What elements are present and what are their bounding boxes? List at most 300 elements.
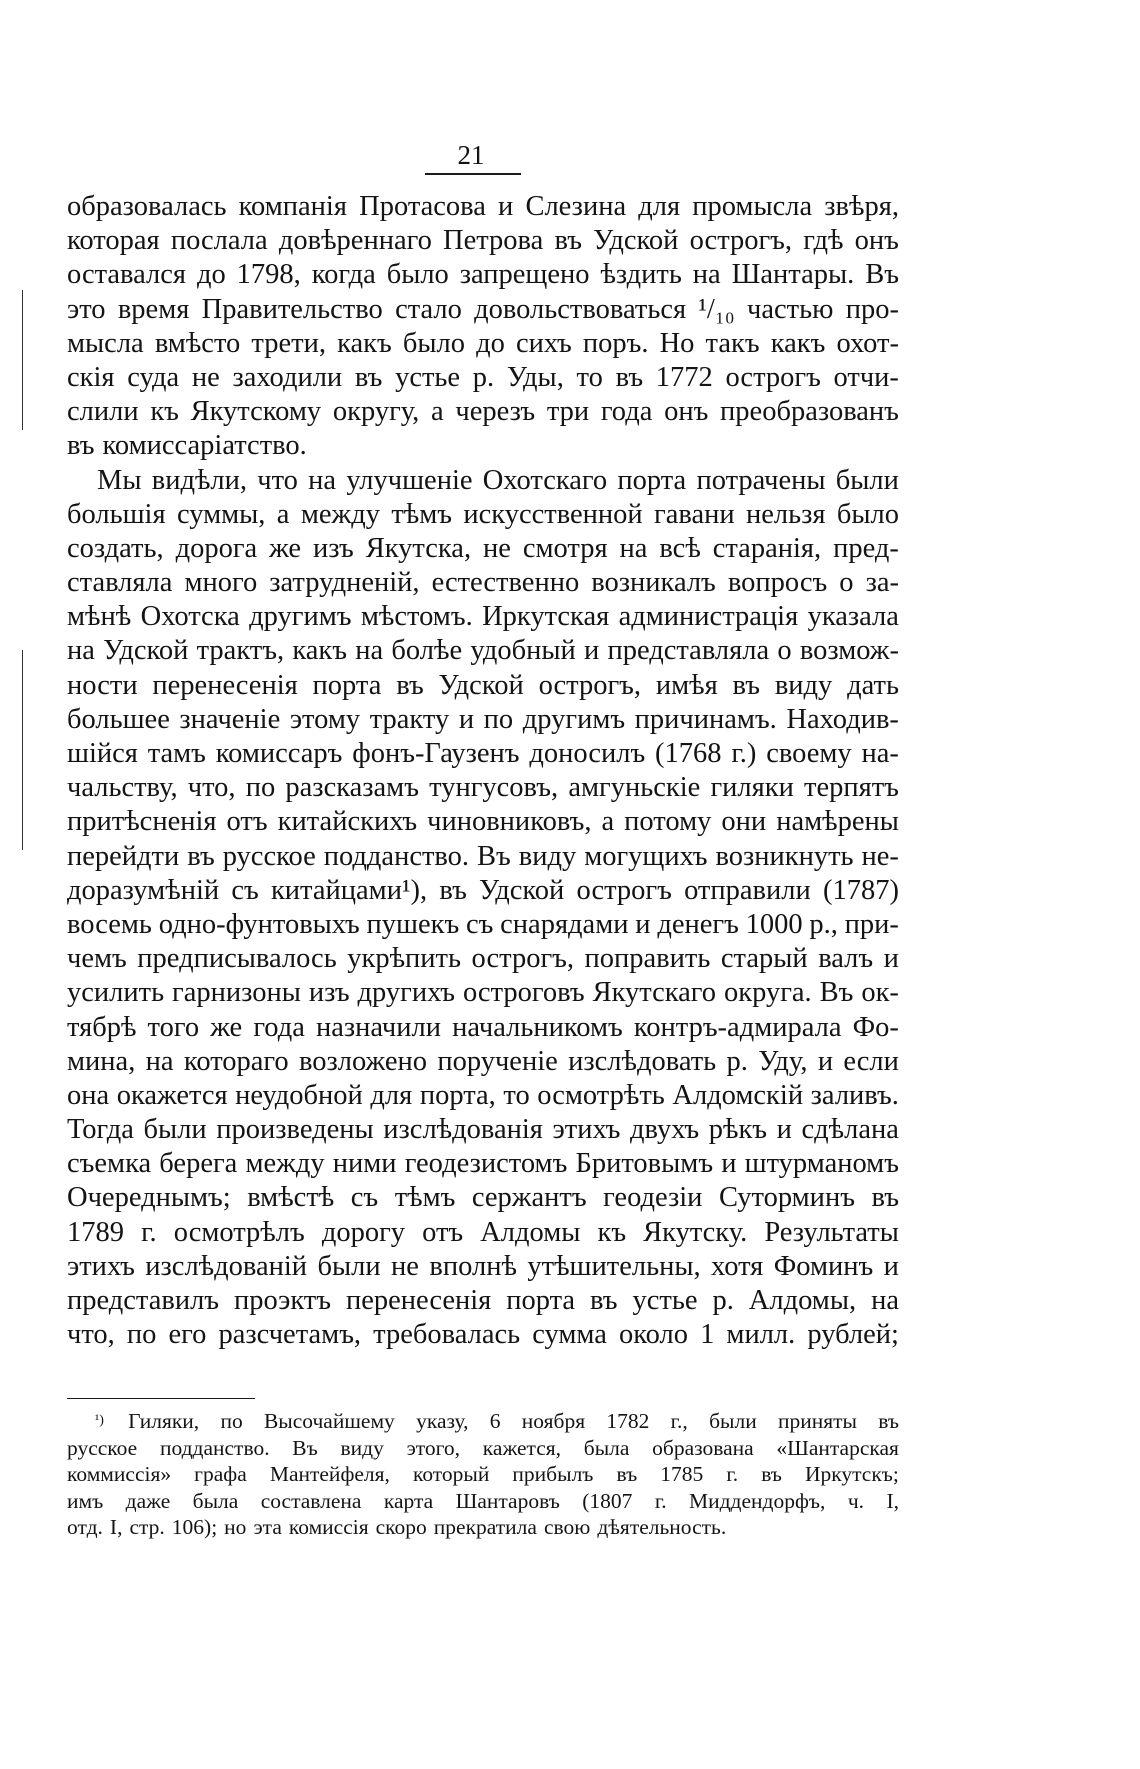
- word: Высочайшему: [263, 1409, 395, 1433]
- word: Суторминъ: [718, 1182, 855, 1214]
- word: представляла: [607, 635, 770, 667]
- word: виду: [518, 840, 577, 872]
- word: большее: [67, 703, 170, 735]
- word: не-: [861, 840, 899, 872]
- word: и: [498, 191, 514, 222]
- word: хотя: [711, 1250, 764, 1282]
- word: что,: [187, 772, 236, 804]
- text-line: [67, 1284, 899, 1318]
- word: коммиссія»: [67, 1462, 172, 1487]
- word: берега: [159, 1148, 238, 1180]
- word: гиляки: [710, 772, 794, 804]
- word: Находив-: [786, 703, 899, 735]
- footnote-rule: [67, 1398, 255, 1399]
- word: и: [817, 1045, 834, 1077]
- word: Очереднымъ;: [67, 1182, 231, 1214]
- word: могущихъ: [584, 840, 708, 872]
- text-line: [67, 908, 899, 942]
- text-line: [67, 1181, 899, 1215]
- word: запрещено: [459, 259, 590, 291]
- word: они: [721, 806, 767, 838]
- word: перейдти: [67, 840, 180, 872]
- word: въ: [187, 840, 215, 872]
- word: Охотскаго: [482, 464, 608, 496]
- word: имѣя: [655, 669, 718, 701]
- text-line: [67, 1147, 899, 1181]
- word: а: [276, 498, 290, 530]
- word: а: [601, 806, 615, 838]
- word: мысла: [67, 327, 144, 359]
- word: другимъ: [522, 703, 626, 735]
- word: скія: [67, 361, 115, 393]
- word: поправить: [584, 943, 711, 975]
- word: въ: [354, 361, 383, 393]
- page-number-rule: [425, 173, 521, 175]
- word: эта: [253, 1515, 282, 1540]
- text-line: [67, 464, 899, 498]
- word: изслѣдовать: [568, 1045, 717, 1077]
- word: частью: [747, 293, 834, 325]
- word: для: [370, 1079, 413, 1111]
- word: валъ: [818, 943, 874, 975]
- word: до: [196, 259, 226, 291]
- text-line: [67, 429, 899, 463]
- word: потрачены: [696, 464, 826, 496]
- word: мина,: [67, 1045, 136, 1077]
- word: въ: [761, 1462, 782, 1487]
- word: онъ: [854, 225, 899, 257]
- word: вмѣстѣ: [247, 1182, 335, 1214]
- word: Слезина: [525, 191, 627, 222]
- word: пред-: [833, 532, 899, 564]
- word: что: [257, 464, 298, 496]
- word: отчи-: [833, 361, 899, 393]
- word: въ: [439, 874, 467, 906]
- word: стр.: [129, 1515, 165, 1540]
- footnote-line: [67, 1488, 899, 1515]
- text-line: [67, 771, 899, 805]
- word: указу,: [416, 1409, 469, 1433]
- margin-mark: [22, 290, 23, 430]
- word: видѣли,: [151, 464, 248, 496]
- body-text: [67, 190, 899, 1352]
- word: карта: [383, 1488, 434, 1513]
- word: 1000: [745, 908, 803, 940]
- word: графа: [194, 1462, 247, 1487]
- word: Въ: [477, 840, 511, 872]
- text-line: [67, 498, 899, 532]
- text-line: [67, 737, 899, 771]
- word: Тогда: [67, 1114, 134, 1146]
- word: дорогу: [321, 1216, 406, 1248]
- word: Якутска,: [365, 532, 472, 564]
- word: г.: [726, 1462, 739, 1487]
- word: дать: [847, 669, 899, 701]
- word: ставляла: [67, 567, 173, 599]
- word: отъ: [226, 806, 268, 838]
- word: удобный: [470, 635, 576, 667]
- text-line: [67, 1079, 899, 1113]
- word: порта: [506, 1285, 576, 1316]
- word: естественно: [431, 567, 580, 599]
- word: образовалась: [67, 191, 227, 222]
- text-line: [67, 1250, 899, 1284]
- word: остроговъ: [462, 977, 585, 1009]
- word: Миддендорфъ,: [689, 1488, 826, 1513]
- word: вполнѣ: [429, 1250, 517, 1282]
- word: этого,: [406, 1435, 461, 1460]
- word: въ: [67, 430, 95, 462]
- word: ч.: [847, 1488, 865, 1513]
- word: на: [308, 464, 337, 496]
- word: Удской: [479, 874, 565, 906]
- text-line: [67, 327, 899, 361]
- word: (1768: [655, 738, 722, 769]
- word: тѣмъ: [391, 498, 453, 530]
- word: вмѣсто: [154, 327, 241, 359]
- word: острогъ: [725, 361, 821, 393]
- word: улучшеніе: [346, 464, 473, 496]
- word: комиссаріатство.: [102, 430, 307, 462]
- word: сихъ: [515, 327, 572, 359]
- word: смотря: [522, 532, 608, 564]
- word: Результаты: [764, 1216, 899, 1248]
- word: мѣнѣ: [67, 601, 132, 633]
- word: потому: [624, 806, 712, 838]
- word: о: [777, 635, 792, 667]
- word: 1772: [655, 361, 713, 393]
- word: Но: [659, 327, 695, 359]
- word: его: [168, 1319, 207, 1351]
- word: были: [835, 464, 899, 496]
- word: то: [503, 1079, 530, 1111]
- word: о: [839, 567, 854, 599]
- word: около: [618, 1319, 688, 1351]
- word: произведены: [216, 1114, 374, 1146]
- word: нельзя: [745, 498, 826, 530]
- word: искусственной: [463, 498, 643, 530]
- word: устье: [395, 361, 461, 393]
- word: доразумѣній: [67, 874, 220, 906]
- word: другихъ: [357, 977, 456, 1009]
- word: одно-фунтовыхъ: [158, 908, 360, 940]
- word: тѣмъ: [394, 1182, 456, 1214]
- word: была: [583, 1435, 630, 1460]
- text-line: [67, 805, 899, 839]
- word: неудобной: [235, 1079, 363, 1111]
- footnote: [67, 1408, 899, 1541]
- word: тамъ: [147, 738, 206, 769]
- word: къ: [150, 396, 179, 428]
- word: русское: [222, 840, 316, 872]
- text-line: [67, 1216, 899, 1250]
- word: довѣреннаго: [278, 225, 432, 257]
- word: были: [317, 1250, 381, 1282]
- page-number: 21: [457, 140, 485, 170]
- word: въ: [554, 225, 582, 257]
- word: утѣшительны,: [527, 1250, 701, 1282]
- word: были: [143, 1114, 207, 1146]
- word: возложено: [299, 1045, 427, 1077]
- word: гдѣ: [803, 225, 844, 257]
- word: р.: [726, 1045, 748, 1077]
- word: Въ: [865, 259, 899, 291]
- word: трети,: [251, 327, 326, 359]
- word: комиссаръ: [215, 738, 343, 769]
- word: гарнизоны: [172, 977, 301, 1009]
- word: усилить: [67, 977, 165, 1009]
- word: устье: [632, 1285, 698, 1316]
- text-line: [67, 395, 899, 429]
- word: требовалась: [373, 1319, 521, 1351]
- word: терпятъ: [804, 772, 899, 804]
- word: же: [269, 532, 302, 564]
- word: въ: [396, 669, 424, 701]
- word: и: [721, 1148, 737, 1180]
- word: этихъ: [552, 1114, 621, 1146]
- word: фонъ-Гаузенъ: [352, 738, 520, 769]
- word: съ: [465, 908, 494, 940]
- word: предписывалось: [137, 943, 337, 975]
- footnote-line: [67, 1408, 899, 1435]
- text-line: [67, 224, 899, 258]
- text-line: [67, 190, 899, 224]
- word: было: [402, 327, 465, 359]
- word: штурманомъ: [744, 1148, 899, 1180]
- word: слили: [67, 396, 139, 428]
- word: ними: [332, 1148, 397, 1180]
- word: проэктъ: [234, 1285, 331, 1316]
- word: какъ: [337, 327, 392, 359]
- word: котораго: [183, 1045, 289, 1077]
- word: р.: [712, 1285, 734, 1316]
- word: сумма: [532, 1319, 607, 1351]
- word: виду: [774, 669, 833, 701]
- word: старый: [720, 943, 808, 975]
- word: и: [776, 1114, 792, 1146]
- word: всѣ: [659, 532, 701, 564]
- word: контръ-адмирала: [633, 1011, 842, 1043]
- word: этихъ: [67, 1250, 135, 1282]
- word: время: [117, 293, 190, 325]
- word: Алдомы: [480, 1216, 581, 1248]
- word: Мы: [97, 464, 142, 496]
- word: шійся: [67, 738, 138, 769]
- word: того: [147, 1011, 200, 1043]
- word: сержантъ: [471, 1182, 587, 1214]
- word: рѣкъ: [708, 1114, 768, 1146]
- word: ¹/₁₀: [698, 293, 735, 325]
- word: трактъ,: [196, 635, 285, 667]
- word: года: [600, 396, 653, 428]
- word: довольствоваться: [474, 293, 687, 325]
- word: ности: [67, 669, 138, 701]
- word: заходили: [232, 361, 343, 393]
- text-line: [67, 634, 899, 668]
- word: Уду,: [758, 1045, 808, 1077]
- text-line: [67, 293, 899, 327]
- word: и: [883, 1250, 899, 1282]
- word: промысла: [692, 191, 813, 222]
- word: между: [245, 1148, 325, 1180]
- word: до: [476, 327, 505, 359]
- word: по: [245, 772, 276, 804]
- word: при-: [844, 908, 899, 940]
- word: порта: [312, 669, 382, 701]
- word: между: [300, 498, 380, 530]
- word: за-: [865, 567, 899, 599]
- word: Уды,: [506, 361, 564, 393]
- text-line: [67, 258, 899, 292]
- word: компанія: [238, 191, 347, 222]
- word: прекратила: [433, 1515, 537, 1540]
- word: Въ: [819, 977, 854, 1009]
- word: (1787): [822, 874, 899, 906]
- word: не: [391, 1250, 419, 1282]
- word: Якутскаго: [592, 977, 717, 1009]
- word: по: [126, 1319, 157, 1351]
- word: для: [638, 191, 681, 222]
- word: на: [619, 532, 648, 564]
- word: Алдомскій: [672, 1079, 804, 1111]
- word: Иркутскъ;: [804, 1462, 899, 1487]
- word: по: [220, 1409, 243, 1433]
- text-line: [67, 703, 899, 737]
- text-line: [67, 600, 899, 634]
- word: заливъ.: [810, 1079, 899, 1111]
- text-line: [67, 1045, 899, 1079]
- text-line: [67, 874, 899, 908]
- word: укрѣпить: [347, 943, 461, 975]
- word: составлена: [260, 1488, 362, 1513]
- word: перенесенія: [345, 1285, 492, 1316]
- word: и: [635, 908, 651, 940]
- word: указала: [807, 601, 899, 633]
- word: геодезіи: [603, 1182, 703, 1214]
- word: Мантейфеля,: [269, 1462, 390, 1487]
- footnote-line: [67, 1435, 899, 1462]
- word: суммы,: [176, 498, 266, 530]
- text-line: [67, 1318, 899, 1352]
- word: а: [431, 396, 444, 428]
- word: на: [871, 1285, 899, 1316]
- text-line: [67, 1113, 899, 1147]
- word: осмотрѣлъ: [173, 1216, 305, 1248]
- word: Въ: [292, 1435, 318, 1460]
- footnote-line: [67, 1461, 899, 1488]
- word: три: [546, 396, 590, 428]
- word: если: [843, 1045, 899, 1077]
- word: порта: [617, 464, 687, 496]
- word: въ: [616, 1462, 638, 1487]
- word: затрудненій,: [269, 567, 420, 599]
- word: чемъ: [67, 943, 127, 975]
- word: разсчетамъ,: [218, 1319, 362, 1351]
- word: изслѣдованій: [145, 1250, 308, 1282]
- word: вопросъ: [727, 567, 828, 599]
- margin-mark: [22, 650, 23, 850]
- word: мѣстомъ.: [360, 601, 473, 633]
- word: оставался: [67, 259, 187, 291]
- text-line: [67, 976, 899, 1010]
- word: были: [709, 1409, 757, 1433]
- word: создать,: [67, 532, 164, 564]
- word: Якутскому: [190, 396, 322, 428]
- word: дѣятельность.: [597, 1515, 727, 1540]
- word: стало: [395, 293, 462, 325]
- word: Гиляки,: [128, 1409, 200, 1433]
- text-line: [67, 669, 899, 703]
- word: подданство.: [323, 840, 470, 872]
- word: звѣря,: [824, 191, 899, 222]
- word: съ: [350, 1182, 379, 1214]
- word: тунгусовъ,: [429, 772, 559, 804]
- word: образована: [652, 1435, 754, 1460]
- word: черезъ: [455, 396, 536, 428]
- word: г.: [654, 1488, 667, 1513]
- word: острогъ,: [538, 669, 642, 701]
- word: 1785: [660, 1462, 704, 1487]
- word: Якутску.: [643, 1216, 748, 1248]
- word: притѣсненія: [67, 806, 217, 838]
- word: другимъ: [249, 601, 352, 633]
- word: про-: [845, 293, 899, 325]
- word: отправили: [684, 874, 811, 906]
- word: такъ: [705, 327, 760, 359]
- word: она: [67, 1079, 110, 1111]
- word: же: [210, 1011, 243, 1043]
- word: не: [191, 361, 220, 393]
- word: суда: [127, 361, 180, 393]
- word: 106);: [171, 1515, 218, 1540]
- word: имъ: [67, 1488, 104, 1513]
- word: и: [883, 943, 899, 975]
- word: изслѣдованія: [383, 1114, 543, 1146]
- word: когда: [311, 259, 376, 291]
- word: денегъ: [657, 908, 739, 940]
- word: Бритовымъ: [575, 1148, 714, 1180]
- word: I,: [886, 1488, 899, 1513]
- word: съемка: [67, 1148, 152, 1180]
- word: своему: [766, 738, 852, 769]
- word: онъ: [664, 396, 709, 428]
- word: Петрова: [443, 225, 544, 257]
- word: значеніе: [179, 703, 281, 735]
- word: 1: [700, 1319, 715, 1351]
- word: осмотрѣть: [537, 1079, 665, 1111]
- word: 6: [489, 1409, 501, 1433]
- word: округу,: [332, 396, 420, 428]
- word: поръ.: [582, 327, 649, 359]
- word: но: [224, 1515, 247, 1540]
- word: порученіе: [437, 1045, 558, 1077]
- word: геодезистомъ: [404, 1148, 568, 1180]
- word: ок-: [861, 977, 899, 1009]
- word: г.: [141, 1216, 157, 1248]
- word: въ: [615, 361, 644, 393]
- word: чиновниковъ,: [427, 806, 592, 838]
- word: по: [483, 703, 514, 735]
- word: какъ: [770, 327, 826, 359]
- word: сдѣлана: [801, 1114, 899, 1146]
- word: кажется,: [482, 1435, 562, 1460]
- word: къ: [597, 1216, 627, 1248]
- word: 1798,: [236, 259, 301, 291]
- word: этому: [289, 703, 361, 735]
- word: изъ: [308, 977, 350, 1009]
- word: тябрѣ: [67, 1011, 137, 1043]
- word: на: [692, 259, 721, 291]
